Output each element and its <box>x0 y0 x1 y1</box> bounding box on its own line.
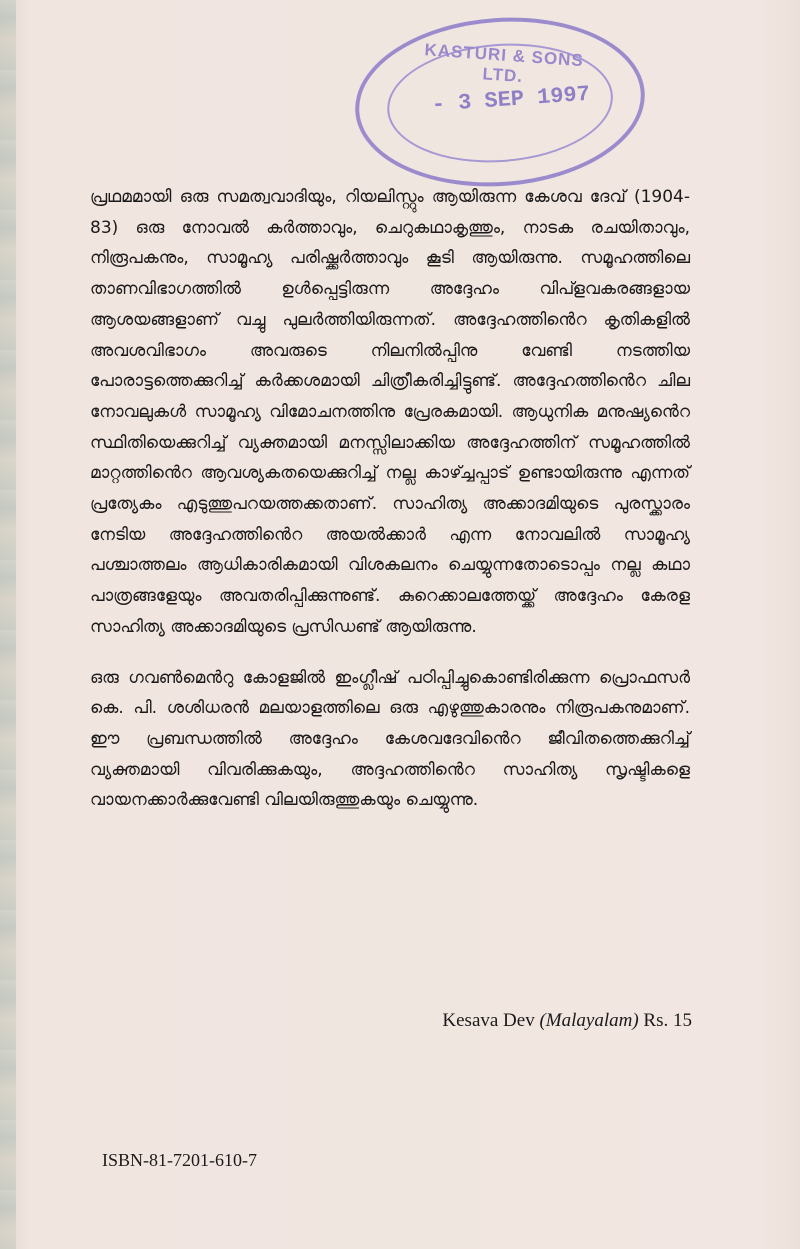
stamp-publisher-name: KASTURI & SONS LTD. <box>424 40 585 87</box>
stamp-date: - 3 SEP 1997 <box>430 81 591 118</box>
book-price: Rs. 15 <box>643 1010 692 1031</box>
book-credit-line <box>442 1010 692 1032</box>
blurb-paragraph-about-author: പ്രഥമമായി ഒരു സമത്വവാദിയും, റിയലിസ്റ്റും ആയിരുന്ന കേശവ ദേവ് (1904-83) ഒരു നോവൽ കർത്താവും, ചെറുകഥാകൃത്തും, നാടക രചയിതാവും, നിരൂപകനും, സാമൂഹ്യ പരിഷ്ക്കർത്താവും കൂടി ആയിരുന്നു. സമൂഹത്തിലെ താണവിഭാഗത്തിൽ ഉൾപ്പെട്ടിരുന്ന അദ്ദേഹം വിപ്ളവകരങ്ങളായ ആശയങ്ങളാണ് വച്ചു പുലർത്തിയിരുന്നത്. അദ്ദേഹത്തിൻെറ കൃതികളിൽ അവശവിഭാഗം അവരുടെ നിലനിൽപ്പിനു വേണ്ടി നടത്തിയ പോരാട്ടത്തെക്കുറിച്ച് കർക്കശമായി ചിത്രീകരിച്ചിട്ടുണ്ട്. അദ്ദേഹത്തിൻെറ ചില നോവലുകൾ സാമൂഹ്യ വിമോചനത്തിനു പ്രേരകമായി. ആധുനിക മനുഷ്യൻെറ സ്ഥിതിയെക്കുറിച്ച് വ്യക്തമായി മനസ്സിലാക്കിയ അദ്ദേഹത്തിന് സമൂഹത്തിൽ മാറ്റത്തിൻെറ ആവശ്യകതയെക്കുറിച്ച് നല്ല കാഴ്ച്ചപ്പാട് ഉണ്ടായിരുന്നു എന്നത് പ്രത്യേകം എടുത്തുപറയത്തക്കതാണ്. സാഹിത്യ അക്കാദമിയുടെ പുരസ്ക്കാരം നേടിയ അദ്ദേഹത്തിൻെറ അയൽക്കാർ എന്ന നോവലിൽ സാമൂഹ്യ പശ്ചാത്തലം ആധികാരികമായി വിശകലനം ചെയ്യുന്നതോടൊപ്പം നല്ല കഥാ പാത്രങ്ങളേയും അവതരിപ്പിക്കുന്നുണ്ട്. കുറെക്കാലത്തേയ്ക്ക് അദ്ദേഹം കേരള സാഹിത്യ അക്കാദമിയുടെ പ്രസിഡണ്ട് ആയിരുന്നു. <box>90 187 690 637</box>
isbn-number: ISBN-81-7201-610-7 <box>102 1150 257 1170</box>
blurb <box>90 182 690 816</box>
library-stamp <box>349 8 650 196</box>
blurb-paragraph-about-writer: ഒരു ഗവൺമെൻറു കോളജിൽ ഇംഗ്ലീഷ് പഠിപ്പിച്ചുകൊണ്ടിരിക്കുന്ന പ്രൊഫസർ കെ. പി. ശശിധരൻ മലയാളത്തിലെ ഒരു എഴുത്തുകാരനും നിരൂപകനുമാണ്. ഈ പ്രബന്ധത്തിൽ അദ്ദേഹം കേശവദേവിൻെറ ജീവിതത്തെക്കുറിച്ച് വ്യക്തമായി വിവരിക്കുകയും, അദ്ദഹത്തിൻെറ സാഹിത്യ സൃഷ്ടികളെ വായനക്കാർക്കുവേണ്ടി വിലയിരുത്തുകയും ചെയ്യുന്നു. <box>90 667 690 811</box>
book-title: Kesava Dev <box>442 1010 535 1031</box>
book-language: (Malayalam) <box>539 1010 639 1031</box>
worn-binding-edge <box>0 0 16 1249</box>
